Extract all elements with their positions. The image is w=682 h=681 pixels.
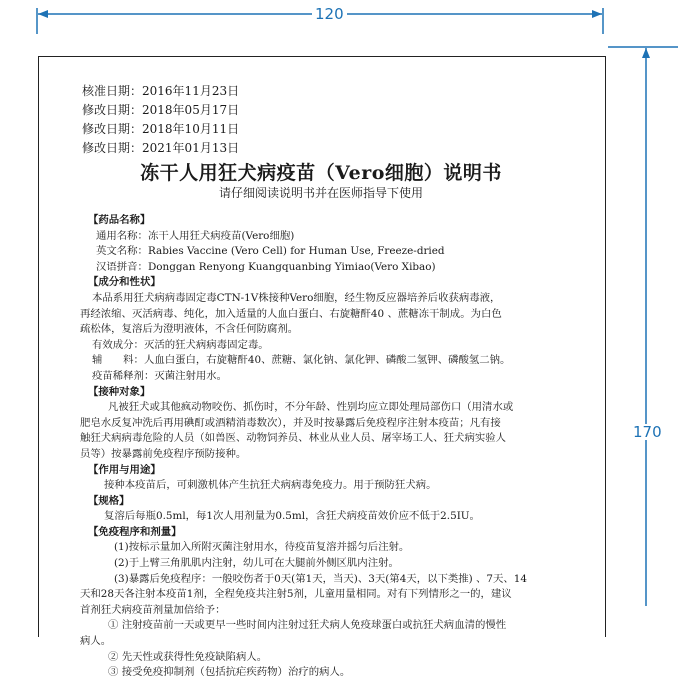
- case-item: ② 先天性或获得性免疫缺陷病人。: [108, 650, 268, 663]
- section-heading-procedure: 【免疫程序和剂量】: [88, 525, 182, 538]
- diluent: 疫苗稀释剂：灭菌注射用水。: [92, 369, 228, 382]
- subjects-line: 肥皂水反复冲洗后再用碘酊或酒精消毒数次），并及时按暴露后免疫程序注射本疫苗；凡有接: [80, 416, 501, 429]
- subjects-line: 触狂犬病病毒危险的人员（如兽医、动物饲养员、林业从业人员、屠宰场工人、狂犬病实验人: [80, 432, 507, 445]
- date-label: 修改日期：: [82, 122, 143, 136]
- date-value: 2021年01月13日: [142, 141, 240, 155]
- action-text: 接种本疫苗后，可刺激机体产生抗狂犬病病毒免疫力。用于预防狂犬病。: [104, 479, 437, 492]
- case-item: ① 注射疫苗前一天或更早一些时间内注射过狂犬病人免疫球蛋白或抗狂犬病血清的慢性: [108, 619, 507, 632]
- leaflet-body: [80, 213, 566, 681]
- composition-line: 疏松体，复溶后为澄明液体，不含任何防腐剂。: [80, 323, 299, 336]
- date-row: [82, 120, 239, 139]
- excipients: 辅 料：人血白蛋白，右旋糖酐40、蔗糖、氯化钠、氯化钾、磷酸二氢钾、磷酸氢二钠。: [92, 354, 511, 367]
- procedure-step: (3)暴露后免疫程序：一般咬伤者于0天(第1天，当天)、3天(第4天，以下类推) 、7天、14: [114, 572, 528, 585]
- active-ingredient: 有效成分：灭活的狂犬病病毒固定毒。: [92, 338, 269, 351]
- date-row: [82, 82, 239, 101]
- document-title: 冻干人用狂犬病疫苗（Vero细胞）说明书: [140, 162, 502, 184]
- composition-line: 再经浓缩、灭活病毒、纯化，加入适量的人血白蛋白、右旋糖酐40 、蔗糖冻干制成。为白色: [80, 307, 502, 320]
- procedure-step: (1)按标示量加入所附灭菌注射用水，待疫苗复溶并摇匀后注射。: [114, 541, 410, 554]
- spec-text: 复溶后每瓶0.5ml，每1次人用剂量为0.5ml，含狂犬病疫苗效价应不低于2.5IU。: [104, 510, 480, 523]
- section-heading-action: 【作用与用途】: [88, 463, 161, 476]
- date-label: 修改日期：: [82, 103, 143, 117]
- document-subtitle: 请仔细阅读说明书并在医师指导下使用: [218, 186, 423, 200]
- case-item: ③ 接受免疫抑制剂（包括抗疟疾药物）治疗的病人。: [108, 666, 351, 679]
- approval-dates: [82, 82, 239, 158]
- date-row: [82, 101, 239, 120]
- date-row: [82, 139, 239, 158]
- english-name: 英文名称：Rabies Vaccine (Vero Cell) for Human Use, Freeze-dried: [96, 245, 445, 258]
- section-heading-spec: 【规格】: [88, 494, 130, 507]
- subjects-line: 凡被狂犬或其他疯动物咬伤、抓伤时，不分年龄、性别均应立即处理局部伤口（用清水或: [108, 401, 514, 414]
- date-value: 2016年11月23日: [142, 84, 240, 98]
- pinyin-name: 汉语拼音：Donggan Renyong Kuangquanbing Yimiao(Vero Xibao): [96, 260, 436, 273]
- procedure-step: 天和28天各注射本疫苗1剂，全程免疫共注射5剂，儿童用量相同。对有下列情形之一的，建议: [80, 588, 512, 601]
- date-value: 2018年05月17日: [142, 103, 240, 117]
- section-heading-subjects: 【接种对象】: [88, 385, 151, 398]
- subjects-line: 员等）按暴露前免疫程序预防接种。: [80, 447, 247, 460]
- date-label: 修改日期：: [82, 141, 143, 155]
- width-label: 120: [312, 6, 347, 22]
- generic-name: 通用名称：冻干人用狂犬病疫苗(Vero细胞): [96, 229, 295, 242]
- procedure-step: 首剂狂犬病疫苗剂量加倍给予：: [80, 603, 226, 616]
- composition-line: 本品系用狂犬病病毒固定毒CTN-1V株接种Vero细胞，经生物反应器培养后收获病毒液，: [92, 291, 501, 304]
- section-heading-composition: 【成分和性状】: [88, 276, 161, 289]
- height-dimension-line: [608, 46, 680, 606]
- date-label: 核准日期：: [82, 84, 143, 98]
- section-heading-drug-name: 【药品名称】: [88, 214, 151, 226]
- case-item: 病人。: [80, 635, 112, 648]
- procedure-step: (2)于上臂三角肌肌内注射，幼儿可在大腿前外侧区肌内注射。: [114, 557, 399, 570]
- date-value: 2018年10月11日: [142, 122, 240, 136]
- height-label: 170: [630, 424, 665, 440]
